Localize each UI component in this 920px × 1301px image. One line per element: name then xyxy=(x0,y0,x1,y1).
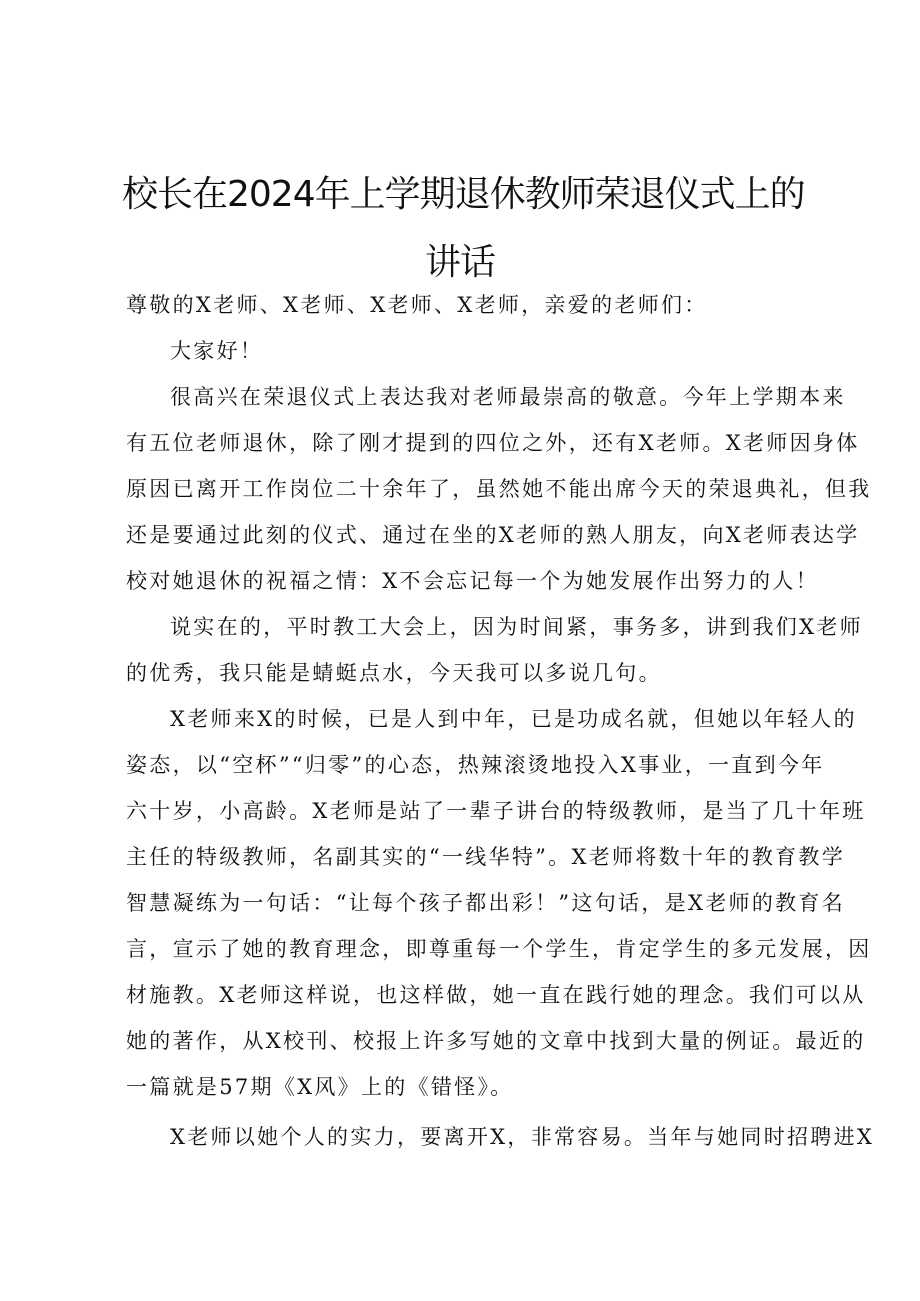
greeting: 大家好！ xyxy=(170,339,264,363)
salutation: 尊敬的X老师、X老师、X老师、X老师，亲爱的老师们： xyxy=(126,293,708,317)
paragraph-line: X老师以她个人的实力，要离开X，非常容易。当年与她同时招聘进X xyxy=(170,1125,875,1149)
paragraph-line: 智慧凝练为一句话：“让每个孩子都出彩！”这句话，是X老师的教育名 xyxy=(126,891,846,915)
paragraph-line: 姿态，以“空杯”“归零”的心态，热辣滚烫地投入X事业，一直到今年 xyxy=(126,753,825,777)
paragraph-line: 有五位老师退休，除了刚才提到的四位之外，还有X老师。X老师因身体 xyxy=(126,431,860,455)
paragraph-line: 材施教。X老师这样说，也这样做，她一直在践行她的理念。我们可以从 xyxy=(126,983,866,1007)
paragraph-line: 原因已离开工作岗位二十余年了，虽然她不能出席今天的荣退典礼，但我 xyxy=(126,477,872,501)
paragraph-line: 言，宣示了她的教育理念，即尊重每一个学生，肯定学生的多元发展，因 xyxy=(126,937,872,961)
paragraph-line: 六十岁，小高龄。X老师是站了一辈子讲台的特级教师，是当了几十年班 xyxy=(126,799,866,823)
paragraph-line: 校对她退休的祝福之情：X不会忘记每一个为她发展作出努力的人！ xyxy=(126,569,819,593)
paragraph-line: 主任的特级教师，名副其实的“一线华特”。X老师将数十年的教育教学 xyxy=(126,845,846,869)
paragraph-line: 一篇就是57期《X风》上的《错怪》。 xyxy=(126,1075,514,1099)
document-title-line-1: 校长在2024年上学期退休教师荣退仪式上的 xyxy=(122,174,805,215)
paragraph-line: 还是要通过此刻的仪式、通过在坐的X老师的熟人朋友，向X老师表达学 xyxy=(126,523,860,547)
paragraph-line: 很高兴在荣退仪式上表达我对老师最崇高的敬意。今年上学期本来 xyxy=(170,385,846,409)
paragraph-line: 的优秀，我只能是蜻蜓点水，今天我可以多说几句。 xyxy=(126,661,662,685)
document-title-line-2: 讲话 xyxy=(424,242,495,283)
paragraph-line: 说实在的，平时教工大会上，因为时间紧，事务多，讲到我们X老师 xyxy=(170,615,863,639)
paragraph-line: 她的著作，从X校刊、校报上许多写她的文章中找到大量的例证。最近的 xyxy=(126,1029,866,1053)
paragraph-line: X老师来X的时候，已是人到中年，已是功成名就，但她以年轻人的 xyxy=(170,707,857,731)
